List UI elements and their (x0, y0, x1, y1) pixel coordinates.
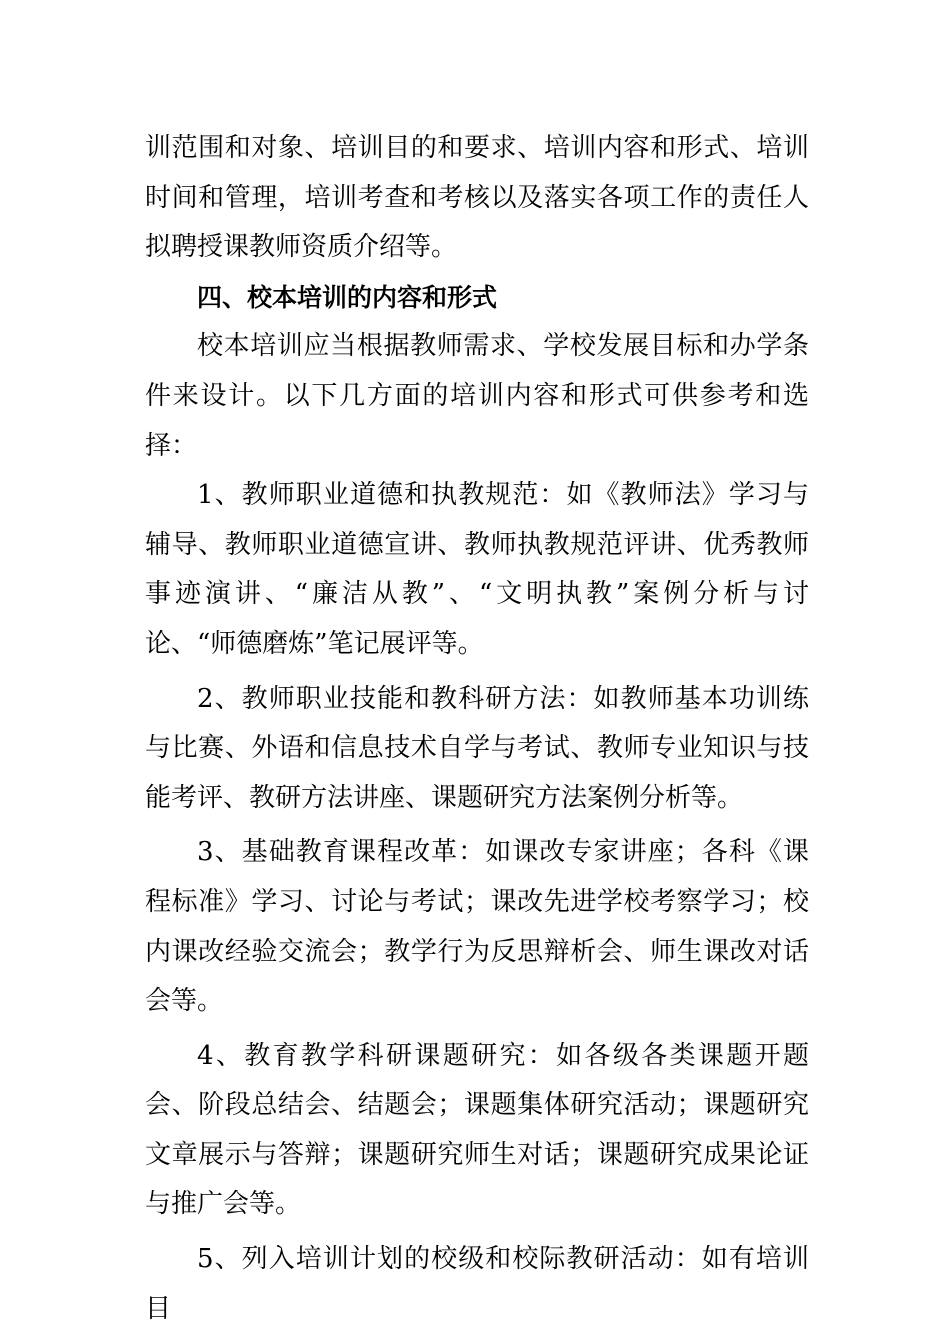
section-heading: 四、校本培训的内容和形式 (197, 282, 498, 312)
list-item-4: 4、教育教学科研课题研究：如各级各类课题开题会、阶段总结会、结题会；课题集体研究活动；课题研究文章展示与答辩；课题研究师生对话；课题研究成果论证与推广会等。 (145, 1040, 809, 1220)
list-item-1: 1、教师职业道德和执教规范：如《教师法》学习与辅导、教师职业道德宣讲、教师执教规范评讲、优秀教师事迹演讲、“廉洁从教”、“文明执教”案例分析与讨论、“师德磨炼”笔记展评等。 (145, 480, 809, 659)
list-item-2: 2、教师职业技能和教科研方法：如教师基本功训练与比赛、外语和信息技术自学与考试、教师专业知识与技能考评、教研方法讲座、课题研究方法案例分析等。 (145, 683, 809, 813)
continuation-paragraph: 训范围和对象、培训目的和要求、培训内容和形式、培训时间和管理，培训考查和考核以及落实各项工作的责任人拟聘授课教师资质介绍等。 (145, 133, 809, 263)
list-item-3: 3、基础教育课程改革：如课改专家讲座；各科《课程标准》学习、讨论与考试；课改先进学校考察学习；校内课改经验交流会；教学行为反思辩析会、师生课改对话会等。 (145, 837, 809, 1017)
intro-paragraph: 校本培训应当根据教师需求、学校发展目标和办学条件来设计。以下几方面的培训内容和形式可供参考和选择： (145, 331, 809, 461)
list-item-5: 5、列入培训计划的校级和校际教研活动：如有培训目 (145, 1244, 809, 1324)
document-page (145, 124, 809, 1334)
